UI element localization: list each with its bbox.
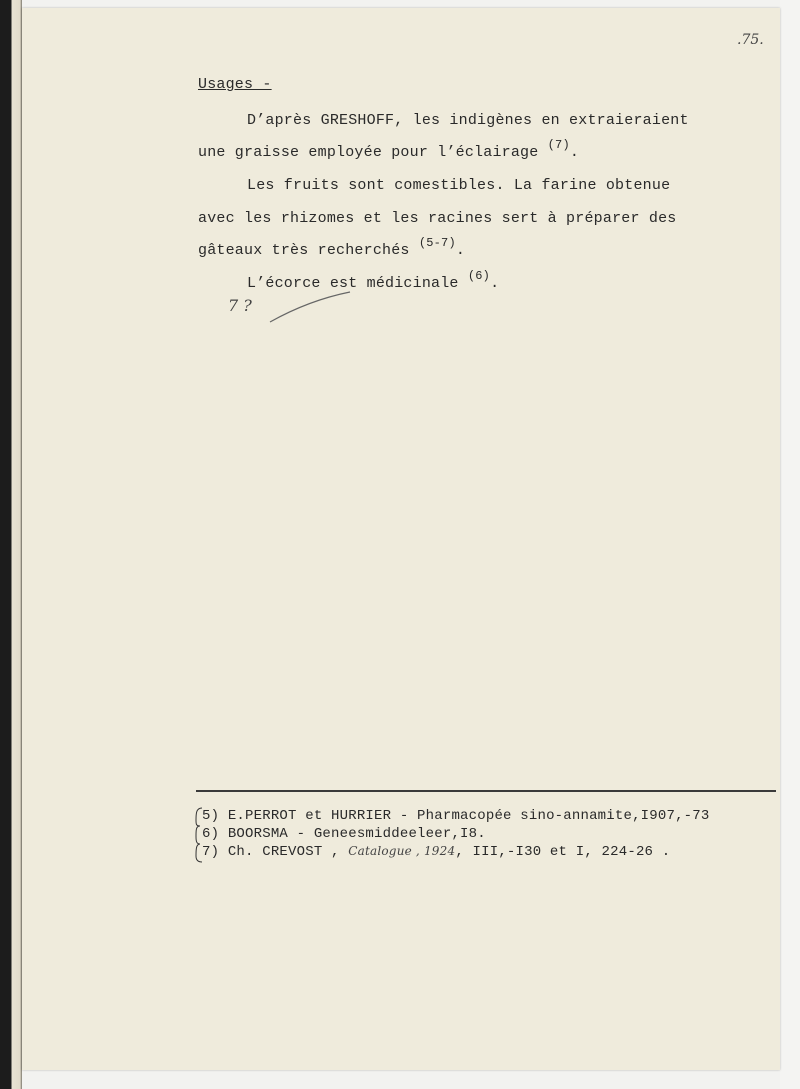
- line-text: gâteaux très recherchés: [198, 242, 419, 259]
- footnote-number: 5): [202, 808, 220, 824]
- paragraph-1-line-2: [198, 138, 580, 161]
- line-end: .: [455, 242, 466, 259]
- pencil-stroke: [260, 288, 360, 328]
- scan-margin: [780, 0, 800, 1089]
- line-text: une graisse employée pour l’éclairage: [198, 144, 548, 161]
- footnote-number: 7): [202, 844, 220, 860]
- footnote-ref: (6): [467, 269, 491, 283]
- line-text: L’écorce est médicinale: [247, 275, 468, 292]
- footnote-7: [202, 844, 670, 860]
- footnote-ref: (5-7): [418, 236, 456, 250]
- footnote-text: E.PERROT et HURRIER - Pharmacopée sino-annamite,I907,-73: [227, 808, 710, 824]
- line-end: .: [569, 144, 580, 161]
- paragraph-2-line-1: Les fruits sont comestibles. La farine obtenue: [247, 177, 671, 194]
- paragraph-2-line-3: [198, 236, 466, 259]
- footnote-ref: (7): [547, 138, 570, 152]
- paragraph-2-line-2: avec les rhizomes et les racines sert à préparer des: [198, 210, 677, 227]
- document-page: [22, 8, 780, 1070]
- footnote-number: 6): [202, 826, 220, 842]
- page-number: .75.: [737, 32, 764, 48]
- binding-edge: [0, 0, 22, 1089]
- line-end: .: [490, 275, 500, 292]
- footnote-text: Ch. CREVOST ,: [227, 844, 349, 860]
- footnote-6: [202, 826, 486, 842]
- section-heading: Usages -: [198, 76, 272, 93]
- margin-note: 7 ?: [228, 296, 252, 315]
- handwritten-insert: Catalogue , 1924: [348, 844, 456, 858]
- paragraph-1-line-1: D’après GRESHOFF, les indigènes en extraieraient: [247, 112, 689, 129]
- footnote-text-end: , III,-I30 et I, 224-26 .: [455, 844, 671, 860]
- footnote-text: BOORSMA - Geneesmiddeeleer,I8.: [227, 826, 486, 842]
- footnote-rule: [196, 790, 776, 792]
- footnote-5: [202, 808, 710, 824]
